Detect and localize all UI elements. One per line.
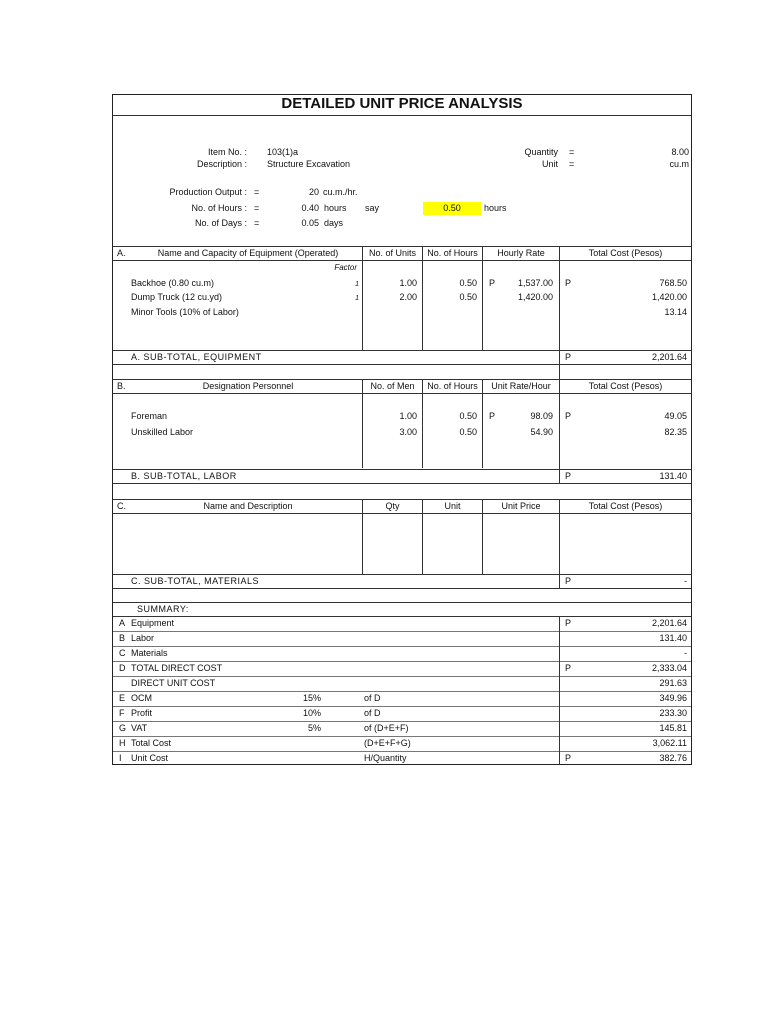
- divider: [113, 469, 691, 470]
- column-divider: [422, 246, 423, 350]
- divider: [113, 364, 691, 365]
- summary-row-percent: 15%: [302, 693, 321, 703]
- equipment-header-hours: No. of Hours: [427, 248, 478, 258]
- column-divider: [422, 379, 423, 468]
- summary-row-formula: of D: [364, 708, 381, 718]
- divider: [113, 499, 691, 500]
- summary-row-value: 145.81: [659, 723, 687, 733]
- divider: [113, 393, 691, 394]
- item-no-value: 103(1)a: [267, 147, 299, 157]
- labor-subtotal-label: B. SUB-TOTAL, LABOR: [131, 471, 237, 481]
- summary-row-label: OCM: [131, 693, 152, 703]
- equipment-row-rate-currency: P: [489, 278, 496, 288]
- labor-row-total-currency: P: [565, 411, 572, 421]
- production-output-value: 20: [308, 187, 319, 197]
- unit-eq: =: [569, 159, 575, 169]
- divider: [113, 574, 691, 575]
- materials-header-qty: Qty: [385, 501, 400, 511]
- summary-row-currency: P: [565, 663, 572, 673]
- summary-row-letter: F: [119, 708, 125, 718]
- labor-row-men: 1.00: [399, 411, 417, 421]
- summary-row-value: 382.76: [659, 753, 687, 763]
- summary-row-letter: A: [119, 618, 126, 628]
- summary-row-formula: H/Quantity: [364, 753, 407, 763]
- labor-row-hours: 0.50: [459, 427, 477, 437]
- production-output-label: Production Output :: [169, 187, 247, 197]
- summary-row-letter: D: [119, 663, 126, 673]
- summary-row-divider: [113, 691, 691, 692]
- summary-row-letter: H: [119, 738, 126, 748]
- equipment-row-total: 13.14: [664, 307, 687, 317]
- summary-row-divider: [113, 751, 691, 752]
- unit-value: cu.m: [669, 159, 689, 169]
- materials-header-price: Unit Price: [501, 501, 541, 511]
- summary-row-label: Equipment: [131, 618, 175, 628]
- unit-price-analysis-sheet: [112, 94, 692, 765]
- quantity-label: Quantity: [524, 147, 558, 157]
- equipment-row-rate: 1,420.00: [517, 292, 553, 302]
- labor-header-name: Designation Personnel: [202, 381, 294, 391]
- divider: [113, 483, 691, 484]
- column-divider: [362, 246, 363, 350]
- equipment-header-total: Total Cost (Pesos): [588, 248, 663, 258]
- materials-header-total: Total Cost (Pesos): [588, 501, 663, 511]
- column-divider: [362, 379, 363, 468]
- summary-row-divider: [113, 721, 691, 722]
- materials-subtotal-label: C. SUB-TOTAL, MATERIALS: [131, 576, 260, 586]
- equipment-section-letter: A.: [117, 248, 126, 258]
- say-unit: hours: [484, 203, 507, 213]
- divider: [113, 513, 691, 514]
- equipment-row-total: 768.50: [659, 278, 687, 288]
- labor-row-total: 49.05: [664, 411, 687, 421]
- summary-row-percent: 5%: [307, 723, 321, 733]
- description-label: Description :: [196, 159, 247, 169]
- equipment-row-hours: 0.50: [459, 278, 477, 288]
- labor-row-name: Foreman: [131, 411, 168, 421]
- divider: [113, 379, 691, 380]
- equipment-row-name: Minor Tools (10% of Labor): [131, 307, 239, 317]
- summary-row-letter: G: [119, 723, 127, 733]
- equipment-header-rate: Hourly Rate: [497, 248, 545, 258]
- column-divider: [559, 379, 560, 483]
- equipment-row-name: Backhoe (0.80 cu.m): [131, 278, 215, 288]
- summary-row-label: DIRECT UNIT COST: [131, 678, 216, 688]
- summary-row-value: 3,062.11: [652, 738, 687, 748]
- equipment-subtotal-value: 2,201.64: [651, 352, 687, 362]
- summary-row-label: TOTAL DIRECT COST: [131, 663, 223, 673]
- equipment-row-total-currency: P: [565, 278, 572, 288]
- labor-row-name: Unskilled Labor: [131, 427, 194, 437]
- labor-subtotal-value: 131.40: [659, 471, 687, 481]
- page-title: DETAILED UNIT PRICE ANALYSIS: [281, 95, 523, 112]
- summary-row-letter: B: [119, 633, 126, 643]
- materials-header-unit: Unit: [444, 501, 461, 511]
- column-divider: [422, 499, 423, 574]
- summary-row-formula: of (D+E+F): [364, 723, 409, 733]
- labor-header-men: No. of Men: [370, 381, 415, 391]
- summary-row-divider: [113, 736, 691, 737]
- equipment-row-factor: 1: [355, 295, 359, 302]
- quantity-eq: =: [569, 147, 575, 157]
- divider: [113, 616, 691, 617]
- divider: [113, 350, 691, 351]
- divider: [113, 602, 691, 603]
- summary-row-divider: [113, 676, 691, 677]
- summary-row-value: -: [684, 648, 687, 658]
- labor-subtotal-currency: P: [565, 471, 572, 481]
- summary-row-divider: [113, 631, 691, 632]
- quantity-value: 8.00: [671, 147, 689, 157]
- no-of-days-label: No. of Days :: [194, 218, 247, 228]
- summary-row-formula: of D: [364, 693, 381, 703]
- summary-row-letter: E: [119, 693, 126, 703]
- materials-section-letter: C.: [117, 501, 126, 511]
- summary-row-divider: [113, 706, 691, 707]
- summary-row-percent: 10%: [302, 708, 321, 718]
- labor-header-total: Total Cost (Pesos): [588, 381, 663, 391]
- summary-row-currency: P: [565, 753, 572, 763]
- summary-row-letter: I: [119, 753, 122, 763]
- equipment-row-name: Dump Truck (12 cu.yd): [131, 292, 223, 302]
- summary-row-value: 2,201.64: [651, 618, 687, 628]
- no-of-hours-value: 0.40: [301, 203, 319, 213]
- no-of-days-eq: =: [254, 218, 260, 228]
- labor-row-total: 82.35: [664, 427, 687, 437]
- summary-row-value: 349.96: [659, 693, 687, 703]
- summary-row-value: 131.40: [659, 633, 687, 643]
- divider: [113, 588, 691, 589]
- no-of-hours-label: No. of Hours :: [191, 203, 247, 213]
- column-divider: [559, 246, 560, 379]
- column-divider: [362, 499, 363, 574]
- no-of-hours-unit: hours: [324, 203, 347, 213]
- no-of-hours-eq: =: [254, 203, 260, 213]
- summary-label: SUMMARY:: [137, 604, 189, 614]
- summary-row-label: VAT: [131, 723, 148, 733]
- summary-row-divider: [113, 661, 691, 662]
- equipment-row-total: 1,420.00: [651, 292, 687, 302]
- summary-row-label: Profit: [131, 708, 153, 718]
- column-divider: [559, 616, 560, 765]
- equipment-header-units: No. of Units: [368, 248, 417, 258]
- no-of-days-value: 0.05: [301, 218, 319, 228]
- summary-row-formula: (D+E+F+G): [364, 738, 411, 748]
- column-divider: [482, 246, 483, 350]
- equipment-row-units: 2.00: [399, 292, 417, 302]
- labor-row-men: 3.00: [399, 427, 417, 437]
- column-divider: [559, 499, 560, 589]
- summary-row-label: Materials: [131, 648, 168, 658]
- labor-row-hours: 0.50: [459, 411, 477, 421]
- summary-row-value: 291.63: [659, 678, 687, 688]
- equipment-subtotal-currency: P: [565, 352, 572, 362]
- summary-row-divider: [113, 646, 691, 647]
- summary-row-value: 233.30: [659, 708, 687, 718]
- equipment-header-name: Name and Capacity of Equipment (Operated): [157, 248, 339, 258]
- divider: [113, 115, 691, 116]
- say-value: 0.50: [443, 203, 461, 213]
- summary-row-currency: P: [565, 618, 572, 628]
- labor-row-rate: 98.09: [530, 411, 553, 421]
- labor-header-hours: No. of Hours: [427, 381, 478, 391]
- description-value: Structure Excavation: [267, 159, 351, 169]
- equipment-row-hours: 0.50: [459, 292, 477, 302]
- no-of-days-unit: days: [324, 218, 344, 228]
- equipment-subtotal-label: A. SUB-TOTAL, EQUIPMENT: [131, 352, 262, 362]
- say-label: say: [365, 203, 380, 213]
- materials-subtotal-currency: P: [565, 576, 572, 586]
- summary-row-label: Unit Cost: [131, 753, 169, 763]
- equipment-row-factor: 1: [355, 281, 359, 288]
- item-no-label: Item No. :: [207, 147, 247, 157]
- summary-row-label: Labor: [131, 633, 155, 643]
- production-output-eq: =: [254, 187, 260, 197]
- labor-section-letter: B.: [117, 381, 126, 391]
- summary-row-value: 2,333.04: [651, 663, 687, 673]
- divider: [113, 246, 691, 247]
- production-output-unit: cu.m./hr.: [323, 187, 358, 197]
- materials-header-name: Name and Description: [203, 501, 293, 511]
- column-divider: [482, 499, 483, 574]
- materials-subtotal-value: -: [684, 576, 687, 586]
- equipment-row-units: 1.00: [399, 278, 417, 288]
- summary-row-label: Total Cost: [131, 738, 172, 748]
- factor-label: Factor: [334, 263, 357, 272]
- unit-label: Unit: [541, 159, 558, 169]
- labor-row-rate: 54.90: [530, 427, 553, 437]
- summary-row-letter: C: [119, 648, 126, 658]
- labor-row-rate-currency: P: [489, 411, 496, 421]
- labor-header-rate: Unit Rate/Hour: [491, 381, 551, 391]
- column-divider: [482, 379, 483, 468]
- equipment-row-rate: 1,537.00: [517, 278, 553, 288]
- divider: [113, 260, 691, 261]
